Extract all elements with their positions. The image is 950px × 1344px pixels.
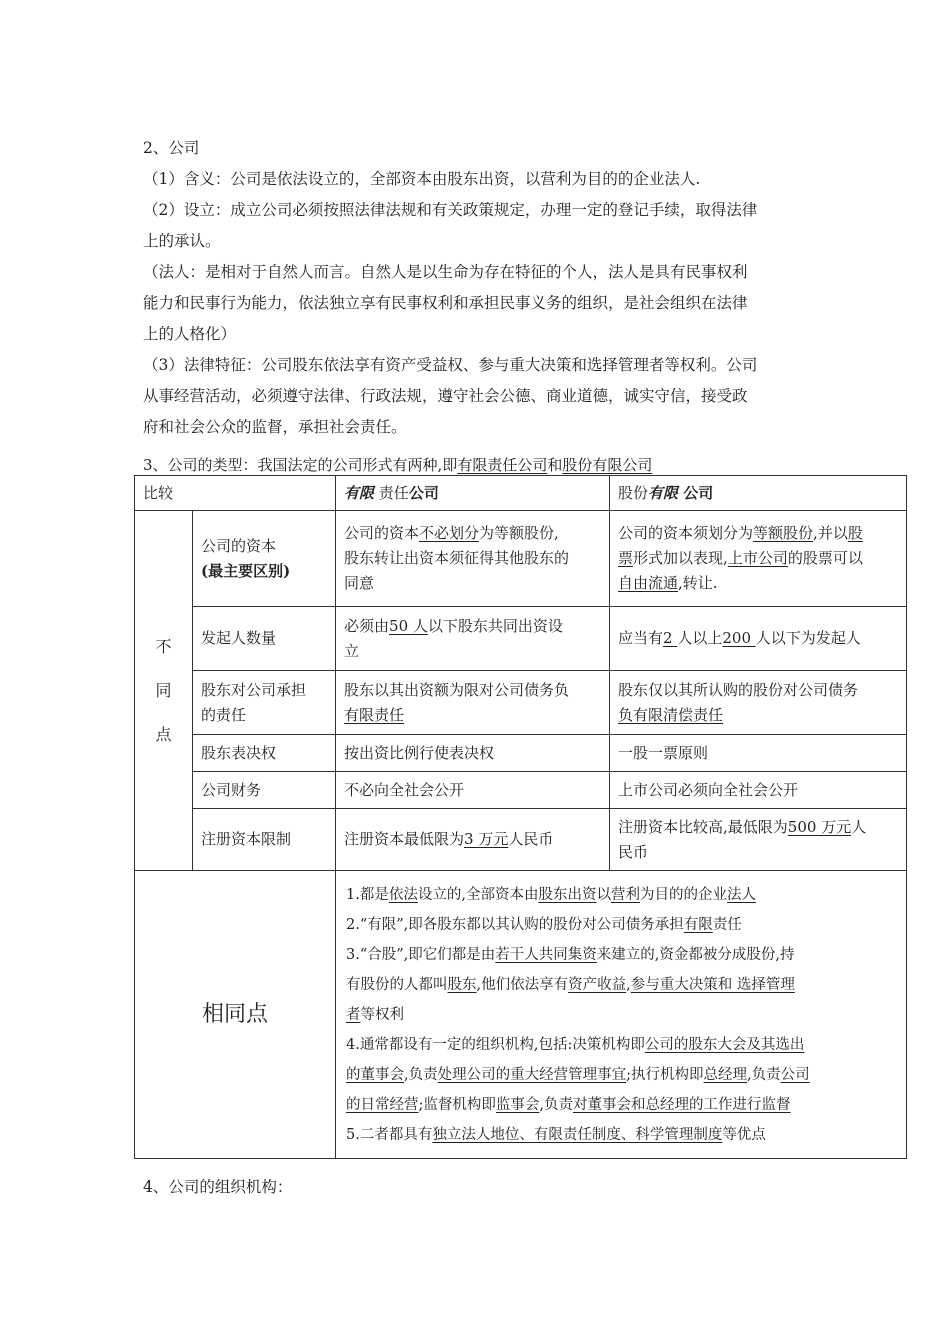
table-row-registered-capital: [135, 809, 907, 871]
similarity-3-line3: 者等权利: [346, 1006, 405, 1023]
table-row-voting: [135, 735, 907, 772]
table-row-similarities: [135, 871, 907, 1159]
section-3-intro: 3、公司的类型：我国法定的公司形式有两种,即有限责任公司和股份有限公司: [143, 456, 653, 474]
table-header-row: [135, 476, 907, 511]
table-row-capital: [135, 511, 907, 607]
similarity-4-line3: 的日常经营;监督机构即监事会,负责对董事会和总经理的工作进行监督: [346, 1096, 791, 1113]
establishment-paragraph-line2: 上的承认。: [143, 232, 221, 250]
llc-term: 有限责任公司: [457, 456, 548, 474]
similarity-5: 5.二者都具有独立法人地位、有限责任制度、科学管理制度等优点: [346, 1126, 766, 1143]
header-compare: 比较: [135, 476, 336, 511]
registered-jsc: 注册资本比较高,最低限为500 万元人 民币: [610, 809, 907, 871]
section-2-heading: 2、公司: [143, 139, 200, 157]
legal-person-note-line1: （法人：是相对于自然人而言。自然人是以生命为存在特征的个人，法人是具有民事权利: [143, 263, 748, 281]
table-row-founders: [135, 607, 907, 671]
definition-paragraph: （1）含义：公司是依法设立的，全部资本由股东出资，以营利为目的的企业法人.: [143, 170, 701, 188]
similarity-4-line2: 的董事会,负责处理公司的重大经营管理事宜;执行机构即总经理,负责公司: [346, 1066, 810, 1083]
liability-jsc: 股东仅以其所认购的股份对公司债务 负有限清偿责任: [610, 671, 907, 735]
header-llc: 有限 责任公司: [336, 476, 610, 511]
jsc-term: 股份有限公司: [562, 456, 653, 474]
liability-llc: 股东以其出资额为限对公司债务负 有限责任: [336, 671, 610, 735]
section-4-heading: 4、公司的组织机构：: [143, 1178, 293, 1196]
similarity-3-line2: 有股份的人都叫股东,他们依法享有资产收益,参与重大决策和 选择管理: [346, 976, 795, 993]
founders-jsc: 应当有2 人以上200 人以下为发起人: [610, 607, 907, 671]
similarity-3-line1: 3.“合股”,即它们都是由若干人共同集资来建立的,资金都被分成股份,持: [346, 946, 795, 963]
table-row-liability: [135, 671, 907, 735]
establishment-paragraph-line1: （2）设立：成立公司必须按照法律法规和有关政策规定，办理一定的登记手续，取得法律: [143, 201, 758, 219]
voting-label: 股东表决权: [193, 735, 336, 772]
voting-llc: 按出资比例行使表决权: [336, 735, 610, 772]
finance-label: 公司财务: [193, 772, 336, 809]
similarities-content: [336, 871, 907, 1159]
capital-llc: 公司的资本不必划分为等额股份, 股东转让出资本须征得其他股东的 同意: [336, 511, 610, 607]
differences-label: 不 同 点: [135, 511, 193, 871]
capital-jsc: 公司的资本须划分为等额股份,并以股 票形式加以表现,上市公司的股票可以 自由流通,转让.: [610, 511, 907, 607]
similarities-label: 相同点: [135, 871, 336, 1159]
legal-person-note-line2: 能力和民事行为能力，依法独立享有民事权利和承担民事义务的组织，是社会组织在法律: [143, 294, 748, 312]
voting-jsc: 一股一票原则: [610, 735, 907, 772]
legal-person-note-line3: 上的人格化）: [143, 325, 237, 343]
founders-label: 发起人数量: [193, 607, 336, 671]
founders-llc: 必须由50 人以下股东共同出资设 立: [336, 607, 610, 671]
registered-label: 注册资本限制: [193, 809, 336, 871]
finance-llc: 不必向全社会公开: [336, 772, 610, 809]
section-2: [143, 133, 813, 443]
legal-features-line3: 府和社会公众的监督，承担社会责任。: [143, 418, 407, 436]
company-comparison-table: [134, 475, 907, 1159]
similarity-2: 2.“有限”,即各股东都以其认购的股份对公司债务承担有限责任: [346, 916, 742, 933]
registered-llc: 注册资本最低限为3 万元人民币: [336, 809, 610, 871]
header-jsc: 股份有限 公司: [610, 476, 907, 511]
similarity-1: 1.都是依法设立的,全部资本由股东出资以营利为目的的企业法人: [346, 886, 756, 903]
liability-label: 股东对公司承担 的责任: [193, 671, 336, 735]
legal-features-line1: （3）法律特征：公司股东依法享有资产受益权、参与重大决策和选择管理者等权利。公司: [143, 356, 758, 374]
section-4: [143, 1172, 813, 1203]
capital-label: 公司的资本 (最主要区别): [193, 511, 336, 607]
similarity-4-line1: 4.通常都设有一定的组织机构,包括:决策机构即公司的股东大会及其选出: [346, 1036, 805, 1053]
finance-jsc: 上市公司必须向全社会公开: [610, 772, 907, 809]
legal-features-line2: 从事经营活动，必须遵守法律、行政法规，遵守社会公德、商业道德，诚实守信，接受政: [143, 387, 748, 405]
table-row-finance: [135, 772, 907, 809]
